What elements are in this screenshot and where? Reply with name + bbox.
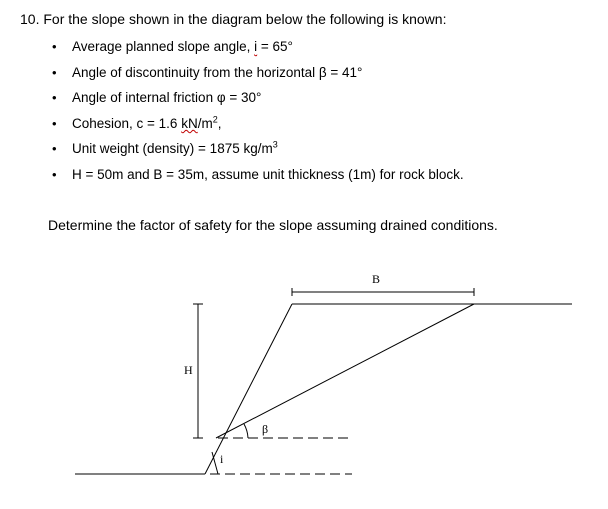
- list-item-slope-angle: • Average planned slope angle, i = 65°: [52, 38, 464, 64]
- discontinuity-plane: [216, 304, 474, 438]
- label-h: H: [184, 363, 193, 377]
- slope-face: [205, 304, 292, 474]
- question-number: 10.: [20, 11, 40, 27]
- beta-angle-arc: [244, 424, 248, 438]
- task-statement: Determine the factor of safety for the slope assuming drained conditions.: [48, 217, 498, 233]
- list-item-discontinuity-angle: • Angle of discontinuity from the horizontal β = 41°: [52, 64, 464, 90]
- label-beta: β: [262, 422, 269, 436]
- label-i: i: [220, 452, 224, 466]
- label-b: B: [372, 272, 381, 286]
- spellcheck-underlined-word: kN: [181, 115, 198, 131]
- list-item-cohesion: • Cohesion, c = 1.6 $kN/m^2$,: [52, 115, 464, 141]
- list-item-friction-angle: • Angle of internal friction φ = 30°: [52, 89, 464, 115]
- list-item-unit-weight: • Unit weight (density) = 1875 $kg/m^3$: [52, 140, 464, 166]
- question-text: For the slope shown in the diagram below the following is known:: [43, 11, 447, 27]
- list-item-dimensions: • H = 50m and B = 35m, assume unit thickness (1m) for rock block.: [52, 166, 464, 192]
- spellcheck-underlined-word: i: [254, 39, 258, 54]
